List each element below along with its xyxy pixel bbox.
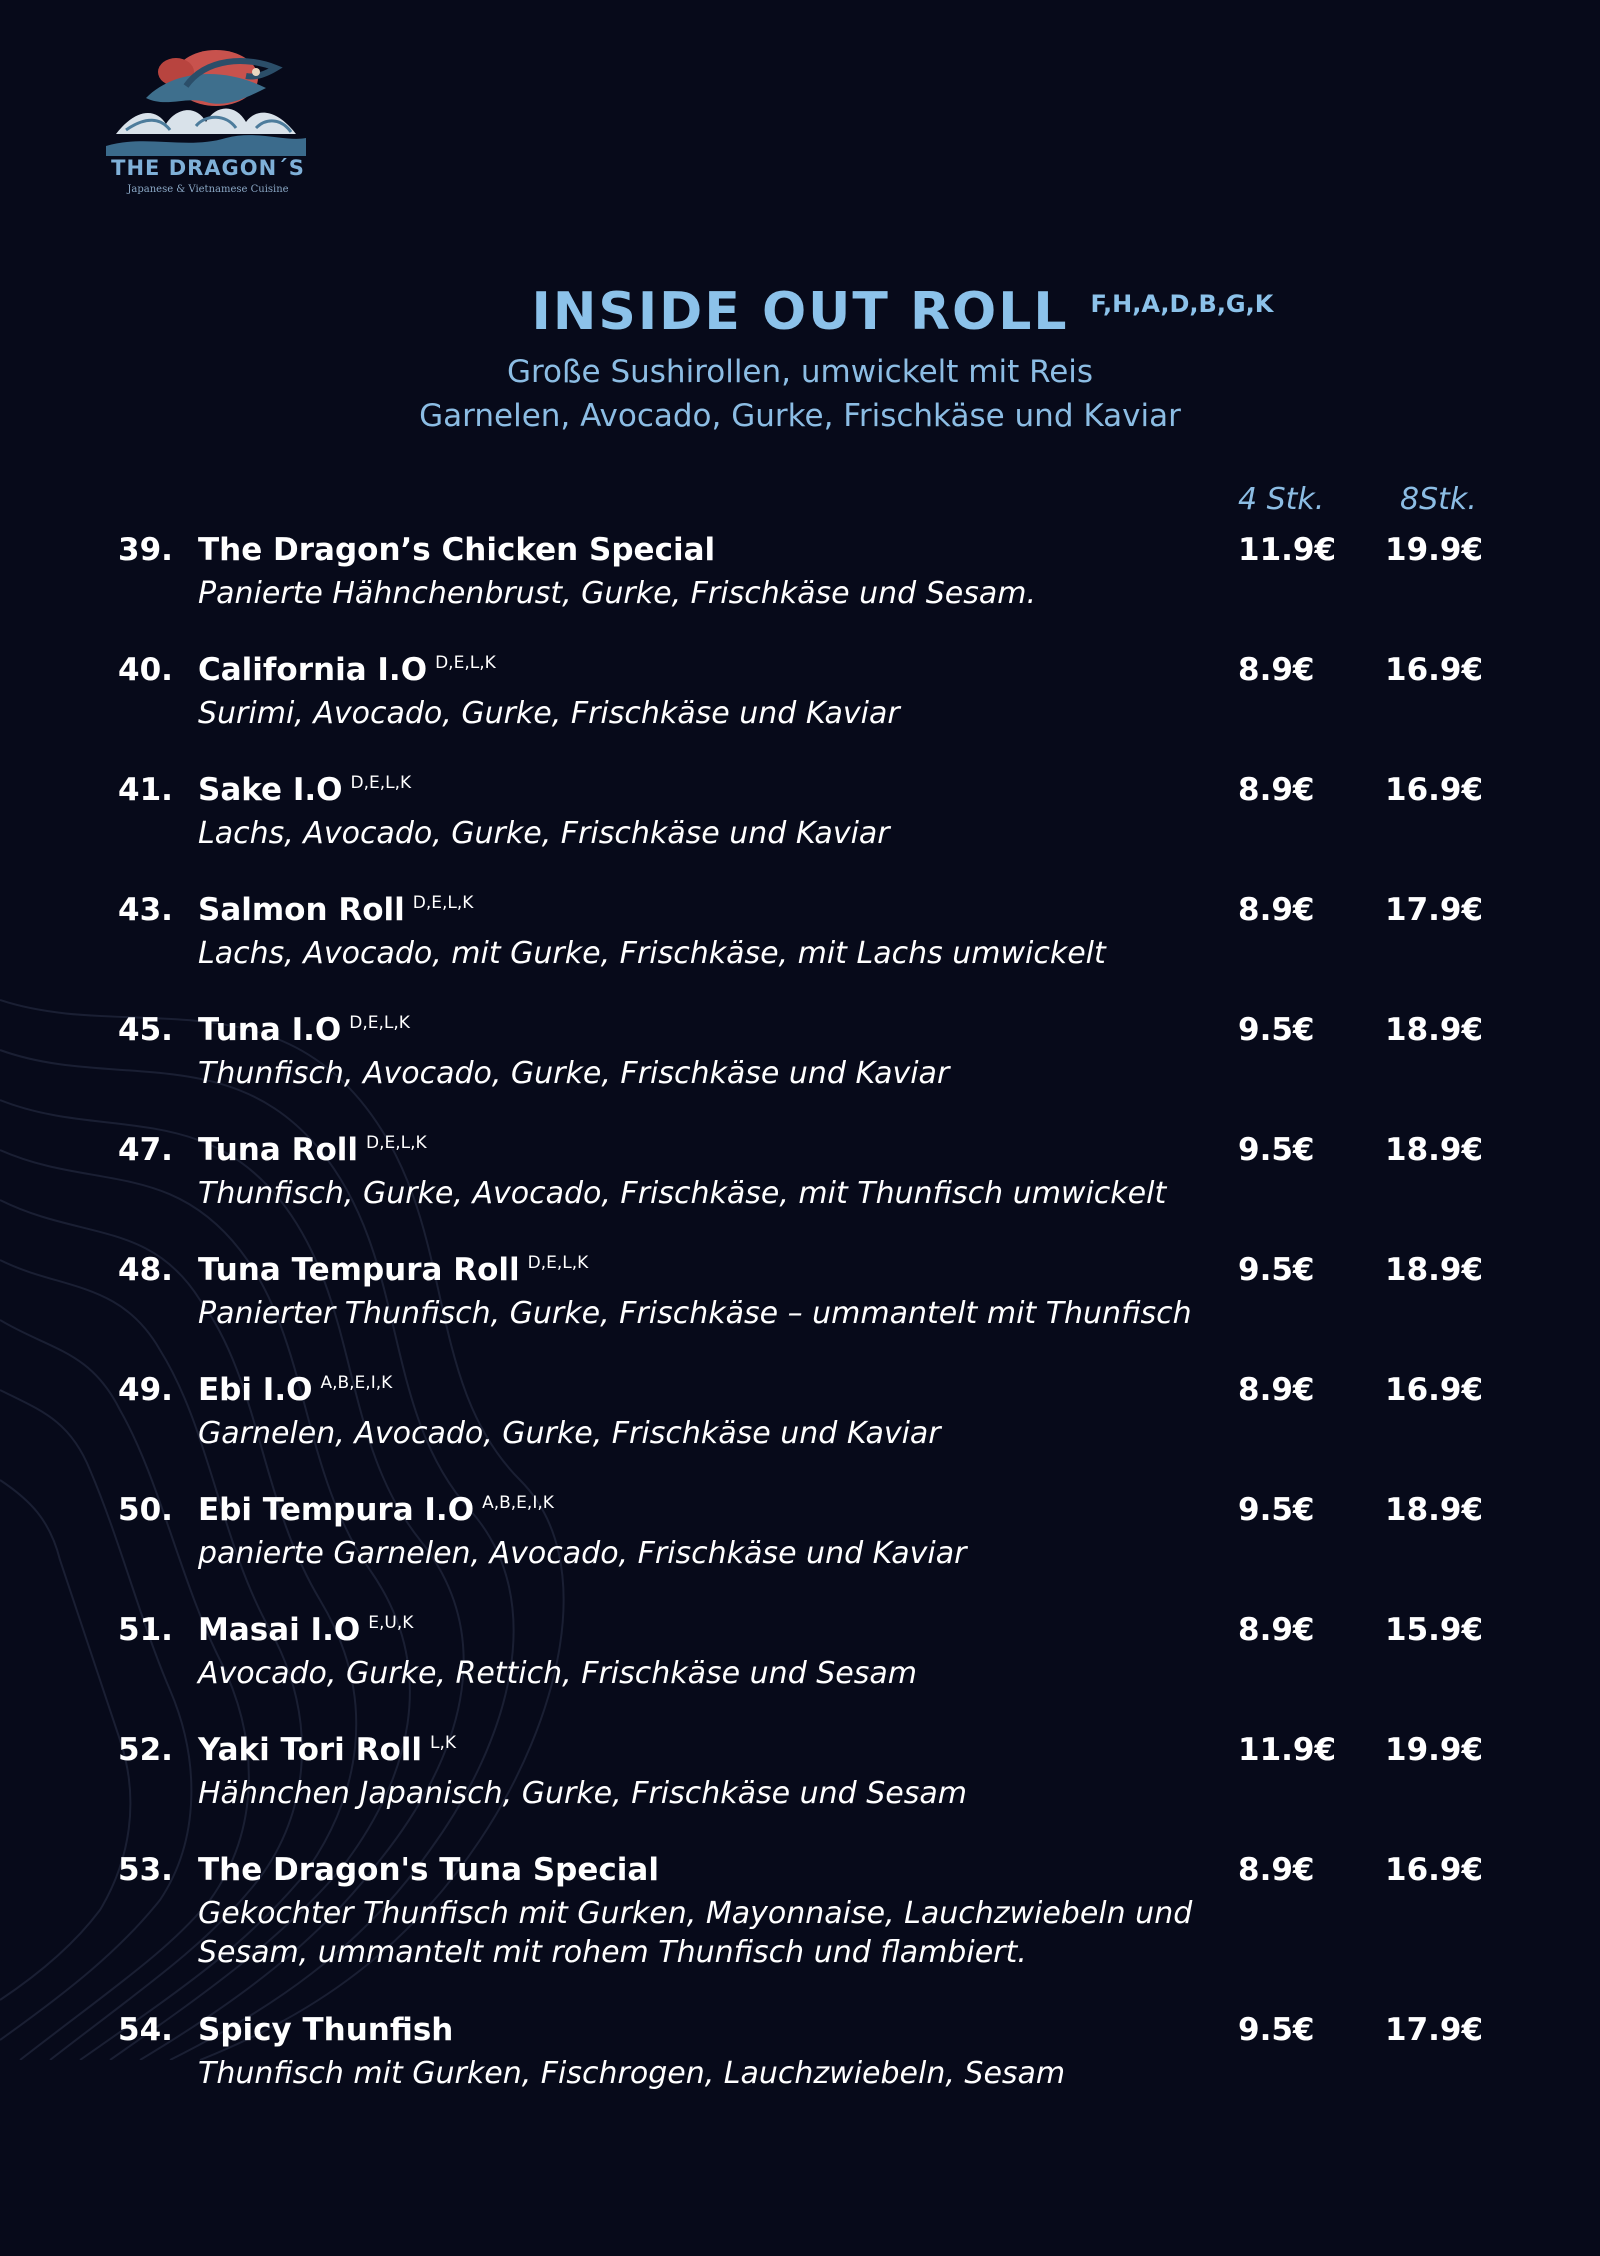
item-name: Tuna I.O $^{D,E,L,K}$: [198, 1012, 410, 1048]
item-allergens: E,U,K: [368, 1613, 414, 1633]
section-allergens: F,H,A,D,B,G,K: [1090, 290, 1274, 318]
item-description: Hähnchen Japanisch, Gurke, Frischkäse und Sesam: [198, 1776, 967, 1811]
item-description: Avocado, Gurke, Rettich, Frischkäse und Sesam: [198, 1656, 918, 1691]
item-number: 48.: [118, 1252, 173, 1288]
item-number: 52.: [118, 1732, 173, 1768]
item-price-8: 16.9€: [1385, 652, 1484, 688]
logo-tagline: Japanese & Vietnamese Cuisine: [127, 184, 289, 195]
item-description: Panierte Hähnchenbrust, Gurke, Frischkäse und Sesam.: [198, 576, 1036, 611]
item-number: 39.: [118, 532, 173, 568]
item-allergens: D,E,L,K: [412, 893, 474, 913]
item-allergens: A,B,E,I,K: [320, 1373, 393, 1393]
item-description: Panierter Thunfisch, Gurke, Frischkäse – ummantelt mit Thunfisch: [198, 1296, 1192, 1331]
item-name: Masai I.O $^{E,U,K}$: [198, 1612, 414, 1648]
item-allergens: D,E,L,K: [350, 773, 412, 793]
item-name: Yaki Tori Roll $^{L,K}$: [198, 1732, 457, 1768]
item-name: California I.O $^{D,E,L,K}$: [198, 652, 496, 688]
item-name: Tuna Tempura Roll $^{D,E,L,K}$: [198, 1252, 589, 1288]
item-number: 49.: [118, 1372, 173, 1408]
item-description: Lachs, Avocado, Gurke, Frischkäse und Kaviar: [198, 816, 890, 851]
item-allergens: D,E,L,K: [366, 1133, 427, 1153]
item-allergens: A,B,E,I,K: [482, 1493, 554, 1513]
item-allergens: D,E,L,K: [435, 653, 496, 673]
item-number: 45.: [118, 1012, 173, 1048]
item-allergens: D,E,L,K: [349, 1013, 410, 1033]
item-price-8: 16.9€: [1385, 772, 1484, 808]
item-name: Salmon Roll $^{D,E,L,K}$: [198, 892, 474, 928]
item-price-8: 18.9€: [1385, 1252, 1484, 1288]
item-price-4: 9.5€: [1238, 1252, 1315, 1288]
item-price-4: 8.9€: [1238, 1372, 1315, 1408]
item-number: 54.: [118, 2012, 173, 2048]
item-number: 50.: [118, 1492, 173, 1528]
item-price-4: 8.9€: [1238, 772, 1315, 808]
item-description: Surimi, Avocado, Gurke, Frischkäse und Kaviar: [198, 696, 900, 731]
section-subtitle-ingredients: Garnelen, Avocado, Gurke, Frischkäse und Kaviar: [419, 398, 1181, 434]
item-number: 51.: [118, 1612, 173, 1648]
item-price-4: 9.5€: [1238, 1492, 1315, 1528]
item-price-8: 18.9€: [1385, 1132, 1484, 1168]
item-description: Thunfisch mit Gurken, Fischrogen, Lauchzwiebeln, Sesam: [198, 2056, 1066, 2091]
item-price-4: 9.5€: [1238, 1132, 1315, 1168]
item-name: Ebi I.O $^{A,B,E,I,K}$: [198, 1372, 393, 1408]
item-name: The Dragon's Tuna Special: [198, 1852, 659, 1888]
item-price-8: 16.9€: [1385, 1852, 1484, 1888]
item-price-8: 19.9€: [1385, 532, 1484, 568]
item-description: Thunfisch, Gurke, Avocado, Frischkäse, mit Thunfisch umwickelt: [198, 1176, 1167, 1211]
logo-name: THE DRAGON´S: [111, 156, 305, 180]
section-subtitle: Große Sushirollen, umwickelt mit Reis: [506, 354, 1094, 390]
item-name: Tuna Roll $^{D,E,L,K}$: [198, 1132, 427, 1168]
item-description: panierte Garnelen, Avocado, Frischkäse und Kaviar: [198, 1536, 967, 1571]
item-price-8: 15.9€: [1385, 1612, 1484, 1648]
item-price-8: 18.9€: [1385, 1492, 1484, 1528]
item-price-8: 19.9€: [1385, 1732, 1484, 1768]
item-name: Sake I.O $^{D,E,L,K}$: [198, 772, 412, 808]
item-name: Spicy Thunfish: [198, 2012, 454, 2048]
item-price-4: 11.9€: [1238, 1732, 1337, 1768]
item-price-4: 9.5€: [1238, 2012, 1315, 2048]
item-description: Lachs, Avocado, mit Gurke, Frischkäse, mit Lachs umwickelt: [198, 936, 1106, 971]
item-allergens: D,E,L,K: [527, 1253, 589, 1273]
item-number: 47.: [118, 1132, 173, 1168]
item-name: The Dragon’s Chicken Special: [198, 532, 716, 568]
section-header: [0, 282, 1600, 438]
section-title: INSIDE OUT ROLL: [531, 282, 1069, 342]
item-name: Ebi Tempura I.O $^{A,B,E,I,K}$: [198, 1492, 554, 1528]
item-number: 43.: [118, 892, 173, 928]
item-price-4: 8.9€: [1238, 1612, 1315, 1648]
item-number: 40.: [118, 652, 173, 688]
column-header-4-pieces: 4 Stk.: [1238, 482, 1325, 517]
item-price-4: 8.9€: [1238, 1852, 1315, 1888]
item-price-8: 16.9€: [1385, 1372, 1484, 1408]
restaurant-logo: [88, 38, 328, 208]
item-price-4: 8.9€: [1238, 652, 1315, 688]
item-price-8: 17.9€: [1385, 2012, 1484, 2048]
column-header-8-pieces: 8Stk.: [1400, 482, 1477, 517]
item-allergens: L,K: [430, 1733, 457, 1753]
item-description: Gekochter Thunfisch mit Gurken, Mayonnaise, Lauchzwiebeln und Sesam, ummantelt mit rohem Thunfisch und flambiert.: [198, 1896, 1193, 1970]
item-number: 53.: [118, 1852, 173, 1888]
item-description: Thunfisch, Avocado, Gurke, Frischkäse und Kaviar: [198, 1056, 950, 1091]
item-price-4: 9.5€: [1238, 1012, 1315, 1048]
item-price-8: 18.9€: [1385, 1012, 1484, 1048]
item-description: Garnelen, Avocado, Gurke, Frischkäse und Kaviar: [198, 1416, 941, 1451]
item-number: 41.: [118, 772, 173, 808]
item-price-4: 11.9€: [1238, 532, 1337, 568]
dragon-wave-logo-icon: [106, 38, 306, 156]
item-price-4: 8.9€: [1238, 892, 1315, 928]
item-price-8: 17.9€: [1385, 892, 1484, 928]
